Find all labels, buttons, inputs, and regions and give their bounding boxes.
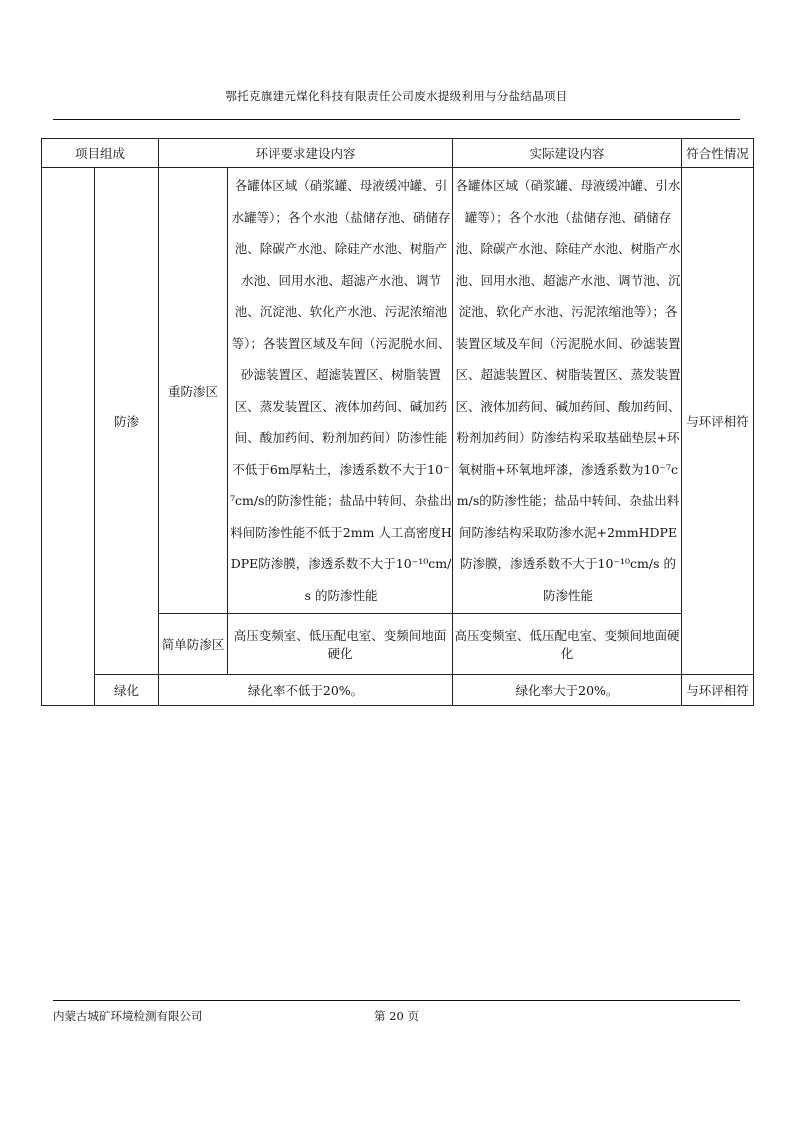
- footer-divider: [53, 1000, 740, 1001]
- greening-label: 绿化: [95, 675, 159, 706]
- anti-seepage-label: 防渗: [95, 168, 159, 675]
- greening-actual-text: 绿化率大于20%。: [453, 675, 682, 706]
- table-row-greening: [42, 675, 754, 706]
- header-eia-requirement: 环评要求建设内容: [159, 139, 453, 168]
- simple-zone-label: 简单防渗区: [159, 614, 228, 675]
- table-header-row: [42, 139, 754, 168]
- key-zone-actual-text: 各罐体区域（硝浆罐、母液缓冲罐、引水罐等）；各个水池（盐储存池、硝储存池、除碳产水池、除硅产水池、树脂产水池、回用水池、超滤产水池、调节池、沉淀池、软化产水池、污泥浓缩池等）；各装置区域及车间（污泥脱水间、砂滤装置区、超滤装置区、树脂装置区、蒸发装置区、液体加药间、碱加药间、酸加药间、粉剂加药间）防渗结构采取基础垫层+环氧树脂+环氧地坪漆，渗透系数为10⁻⁷cm/s的防渗性能；盐品中转间、杂盐出料间防渗结构采取防渗水泥+2mmHDPE防渗膜，渗透系数不大于10⁻¹⁰cm/s 的防渗性能: [453, 168, 682, 614]
- header-divider: [53, 119, 740, 120]
- header-compliance: 符合性情况: [682, 139, 754, 168]
- header-actual: 实际建设内容: [453, 139, 682, 168]
- table-row-key-zone: [42, 168, 754, 614]
- key-zone-eia-text: 各罐体区域（硝浆罐、母液缓冲罐、引水罐等）；各个水池（盐储存池、硝储存池、除碳产水池、除硅产水池、树脂产水池、回用水池、超滤产水池、调节池、沉淀池、软化产水池、污泥浓缩池等）；各装置区域及车间（污泥脱水间、砂滤装置区、超滤装置区、树脂装置区、蒸发装置区、液体加药间、碱加药间、酸加药间、粉剂加药间）防渗性能不低于6m厚粘土，渗透系数不大于10⁻⁷cm/s的防渗性能；盐品中转间、杂盐出料间防渗性能不低于2mm 人工高密度HDPE防渗膜，渗透系数不大于10⁻¹⁰cm/s 的防渗性能: [228, 168, 453, 614]
- footer-company: 内蒙古城矿环境检测有限公司: [53, 1009, 203, 1023]
- footer-page-number: 第 20 页: [374, 1009, 419, 1023]
- comparison-table: [41, 138, 754, 706]
- key-zone-label: 重防渗区: [159, 168, 228, 614]
- greening-eia-text: 绿化率不低于20%。: [159, 675, 453, 706]
- greening-compliance: 与环评相符: [682, 675, 754, 706]
- simple-zone-actual-text: 高压变频室、低压配电室、变频间地面硬化: [453, 614, 682, 675]
- header-composition: 项目组成: [42, 139, 159, 168]
- anti-seepage-compliance: 与环评相符: [682, 168, 754, 675]
- blank-group-cell: [42, 168, 95, 706]
- document-header-title: 鄂托克旗建元煤化科技有限责任公司废水提级利用与分盐结晶项目: [225, 89, 568, 103]
- simple-zone-eia-text: 高压变频室、低压配电室、变频间地面硬化: [228, 614, 453, 675]
